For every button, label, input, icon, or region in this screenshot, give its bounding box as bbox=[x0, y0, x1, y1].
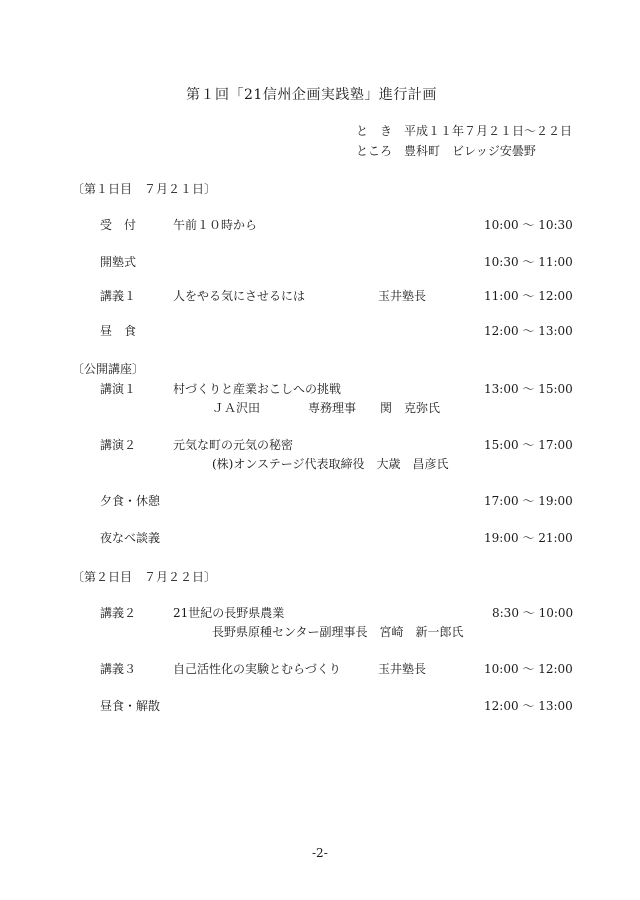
row-label: 講義２ bbox=[100, 606, 137, 620]
row-label: 受 付 bbox=[100, 218, 137, 232]
event-venue: ところ 豊科町 ビレッジ安曇野 bbox=[356, 144, 536, 158]
row-speaker: 玉井塾長 bbox=[378, 662, 427, 676]
row-time: 10:00 ～ 12:00 bbox=[484, 662, 573, 676]
row-time: 12:00 ～ 13:00 bbox=[484, 699, 573, 713]
row-description: 村づくりと産業おこしへの挑戦 bbox=[173, 382, 342, 396]
day1-heading: 〔第１日目 ７月２１日〕 bbox=[72, 182, 217, 196]
event-date: と き 平成１１年７月２１日～２２日 bbox=[356, 124, 573, 138]
row-label: 講義１ bbox=[100, 289, 137, 303]
row-label: 昼食・解散 bbox=[100, 699, 161, 713]
row-speaker-detail: ＪＡ沢田 専務理事 関 克弥氏 bbox=[212, 401, 441, 415]
row-speaker-detail: 長野県原種センター副理事長 宮崎 新一郎氏 bbox=[212, 625, 464, 639]
row-time: 10:30 ～ 11:00 bbox=[484, 255, 573, 269]
row-description: 午前１０時から bbox=[173, 218, 258, 232]
row-time: 8:30 ～ 10:00 bbox=[492, 606, 574, 620]
row-time: 17:00 ～ 19:00 bbox=[484, 494, 573, 508]
row-description: 自己活性化の実験とむらづくり bbox=[173, 662, 341, 676]
page-title: 第１回「21信州企画実践塾」進行計画 bbox=[186, 87, 437, 103]
page-number: -2- bbox=[312, 846, 328, 860]
day2-heading: 〔第２日目 ７月２２日〕 bbox=[72, 570, 217, 584]
row-speaker: 玉井塾長 bbox=[378, 289, 427, 303]
row-label: 夕食・休憩 bbox=[100, 494, 161, 508]
row-time: 19:00 ～ 21:00 bbox=[484, 531, 573, 545]
row-time: 13:00 ～ 15:00 bbox=[484, 382, 573, 396]
row-description: 人をやる気にさせるには bbox=[173, 289, 306, 303]
row-description: 21世紀の長野県農業 bbox=[173, 606, 285, 620]
row-time: 10:00 ～ 10:30 bbox=[484, 218, 573, 232]
row-label: 夜なべ談義 bbox=[100, 531, 161, 545]
row-label: 開塾式 bbox=[100, 255, 137, 269]
row-label: 講演１ bbox=[100, 382, 137, 396]
row-time: 15:00 ～ 17:00 bbox=[484, 438, 573, 452]
row-time: 11:00 ～ 12:00 bbox=[484, 289, 573, 303]
row-label: 昼 食 bbox=[100, 324, 137, 338]
row-description: 元気な町の元気の秘密 bbox=[173, 438, 294, 452]
row-label: 講演２ bbox=[100, 438, 137, 452]
row-speaker-detail: (株)オンステージ代表取締役 大歳 昌彦氏 bbox=[212, 457, 449, 471]
public-lecture-heading: 〔公開講座〕 bbox=[72, 362, 145, 376]
row-label: 講義３ bbox=[100, 662, 137, 676]
row-time: 12:00 ～ 13:00 bbox=[484, 324, 573, 338]
